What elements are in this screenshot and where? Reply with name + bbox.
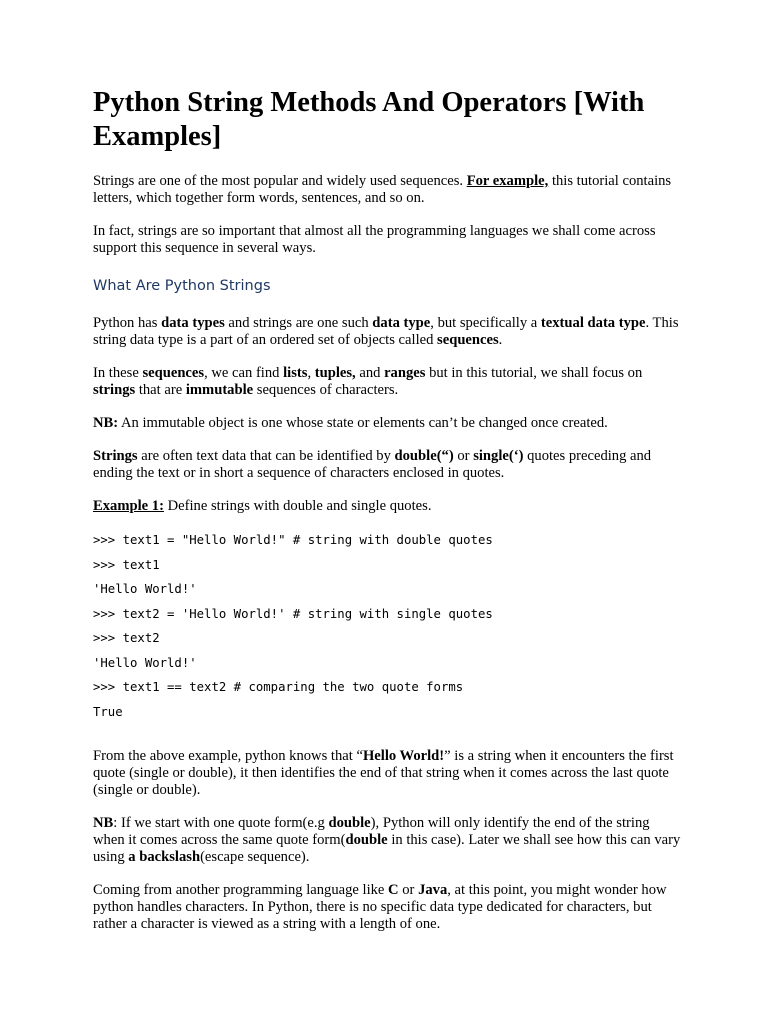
code-line: 'Hello World!' <box>93 655 197 670</box>
bold-java: Java <box>418 881 448 898</box>
text: Define strings with double and single quotes. <box>163 498 432 514</box>
document-page <box>93 86 683 933</box>
text: , at this point, you might wonder how python handles characters. In Python, there is no specific data type dedicated for characters, but rather a character is viewed as a string with a length of one. <box>93 881 667 932</box>
bold-lists: lists <box>283 365 308 381</box>
nb-quote-form-paragraph <box>93 815 683 866</box>
bold-nb: NB: <box>93 415 119 431</box>
bold-double: double <box>328 814 371 831</box>
text: Python has <box>93 315 162 331</box>
text: sequences of characters. <box>253 382 399 398</box>
text: In these <box>93 365 143 381</box>
text: , but specifically a <box>430 315 541 331</box>
text: : If we start with one quote form(e.g <box>113 814 329 831</box>
bold-strings: strings <box>93 382 136 398</box>
text: . This string data type is a part of an ordered set of objects called <box>93 315 679 348</box>
text: From the above example, python knows that “ <box>93 747 363 764</box>
text: , <box>307 365 315 381</box>
code-line: >>> text2 <box>93 631 160 645</box>
code-line: >>> text1 == text2 # comparing the two quote forms <box>93 680 464 694</box>
text: ), Python will only identify the end of the string when it comes across the same quote form( <box>93 814 650 848</box>
bold-sequences: sequences <box>437 332 499 348</box>
bold-tuples: tuples, <box>314 365 356 381</box>
text: or <box>453 448 474 464</box>
bold-strings: Strings <box>93 448 138 464</box>
code-line: >>> text1 = "Hello World!" # string with double quotes <box>93 533 493 547</box>
text: quotes preceding and ending the text or in short a sequence of characters enclosed in quotes. <box>93 448 652 481</box>
from-above-paragraph <box>93 748 683 799</box>
bold-data-types: data types <box>161 315 225 331</box>
text: An immutable object is one whose state or elements can’t be changed once created. <box>118 415 608 431</box>
bold-single-quote: single(‘) <box>473 448 524 464</box>
intro-paragraph-1 <box>93 173 683 207</box>
bold-double: double <box>345 831 388 848</box>
bold-textual-data-type: textual data type <box>540 315 646 331</box>
intro-paragraph-2: In fact, strings are so important that almost all the programming languages we shall come across support this sequence in several ways. <box>93 223 656 256</box>
sequences-paragraph <box>93 365 683 399</box>
text: ” is a string when it encounters the first quote (single or double), it then identifies the end of that string when it comes across the last quote (single or double). <box>93 747 674 798</box>
text: . <box>498 332 503 348</box>
text: , we can find <box>204 365 284 381</box>
text: are often text data that can be identified by <box>137 448 395 464</box>
bold-sequences: sequences <box>142 365 205 381</box>
text: (escape sequence). <box>200 848 310 865</box>
section-heading-what-are-python-strings: What Are Python Strings <box>93 278 271 294</box>
bold-double-quote: double(“) <box>394 448 454 464</box>
bold-nb: NB <box>93 814 114 831</box>
example-1-label: Example 1: <box>93 498 164 514</box>
example-1-paragraph <box>93 498 683 515</box>
strings-paragraph <box>93 448 683 482</box>
bold-data-type: data type <box>372 315 431 331</box>
text: Coming from another programming language like <box>93 881 389 898</box>
bold-ranges: ranges <box>384 365 426 381</box>
bold-hello-world: Hello World! <box>362 747 445 764</box>
intro1-text-b: this tutorial contains letters, which together form words, sentences, and so on. <box>93 173 672 206</box>
text: that are <box>135 382 186 398</box>
bold-c: C <box>388 881 399 898</box>
bold-immutable: immutable <box>185 382 254 398</box>
text: in this case). Later we shall see how this can vary using <box>93 831 681 865</box>
code-line: >>> text1 <box>93 557 160 572</box>
for-example-link[interactable]: For example, <box>466 173 549 189</box>
text: and strings are one such <box>224 315 373 331</box>
code-line: 'Hello World!' <box>93 582 197 596</box>
bold-a-backslash: a backslash <box>128 848 201 865</box>
coming-from-paragraph <box>93 882 683 933</box>
page-title: Python String Methods And Operators [With Examples] <box>93 87 645 152</box>
text: and <box>355 365 385 381</box>
nb-immutable-paragraph <box>93 415 683 432</box>
text: but in this tutorial, we shall focus on <box>425 365 643 381</box>
code-line: >>> text2 = 'Hello World!' # string with single quotes <box>93 606 493 621</box>
text: or <box>398 881 419 898</box>
code-line: True <box>93 704 123 719</box>
python-has-paragraph <box>93 315 683 349</box>
intro1-text-a: Strings are one of the most popular and widely used sequences. <box>93 173 467 189</box>
